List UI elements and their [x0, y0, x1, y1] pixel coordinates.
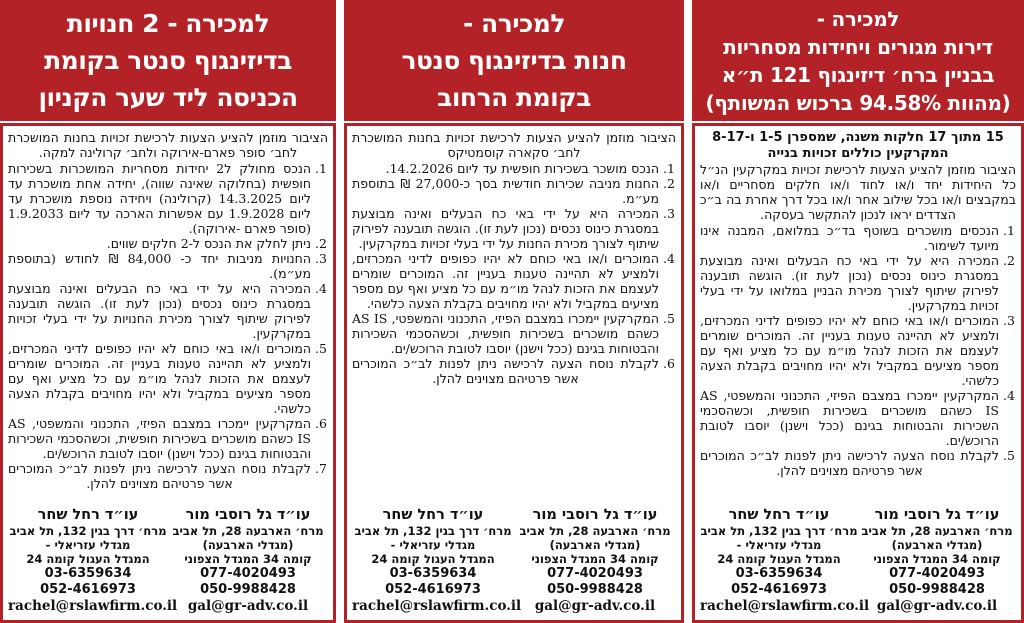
lawyer-address: קומה 34 המגדל הצפוני: [184, 552, 312, 566]
ad-terms-list: [700, 223, 1016, 478]
lawyer-phone: 03-6359634: [389, 566, 477, 581]
headline-line: למכירה - 2 חנויות: [66, 9, 270, 38]
lawyer-address: מגדלי עזריאלי -: [45, 538, 131, 552]
list-item: 4. המכירה היא על ידי באי כח הבעלים ואינה מבוצעת במסגרת כינוס נכסים (נכון לעת זו). הוגשה תובענה לפירוק שיתוף לצורך מכירת החנויות על ידי בעלי זכויות במקרקעין.: [8, 281, 311, 341]
lawyer-email: rachel@rslawfirm.co.il: [8, 598, 178, 614]
ad-body: [0, 123, 336, 623]
lawyer-address: מרח׳ דרך בגין 132, תל אביב: [9, 524, 167, 538]
list-item: 3. החנויות מניבות יחד כ- 84,000 ₪ לחודש (בתוספת מע״מ).: [8, 251, 311, 281]
ad-terms-list: [8, 161, 328, 491]
contacts-block: [352, 505, 676, 615]
headline-line: דירות מגורים ויחידות מסחריות: [723, 34, 993, 59]
lawyer-name: עו״ד גל רוסבי מור: [532, 507, 658, 523]
ad-intro-paragraph: הציבור מוזמן להציע הצעות לרכישת זכויות בחנות המושכרת לחב׳ סקארה קוסמטיקס: [352, 130, 676, 160]
lawyer-name: עו״ד רחל שחר: [37, 507, 139, 523]
lawyer-name: עו״ד גל רוסבי מור: [185, 507, 311, 523]
ad-headline: [344, 0, 684, 121]
lawyer-name: עו״ד רחל שחר: [382, 507, 484, 523]
lawyer-address: המגדל העגול קומה 24: [371, 552, 495, 566]
lawyer-phone: 050-9988428: [889, 582, 985, 597]
list-item: 2. ניתן לחלק את הנכס ל-2 חלקים שווים.: [8, 236, 311, 251]
lawyer-address: קומה 34 המגדל הצפוני: [873, 552, 1001, 566]
lawyer-address: מרח׳ דרך בגין 132, תל אביב: [700, 524, 858, 538]
lead-bold-line: 15 מתוך 17 חלקות משנה, שמספרן 1-5 ו-8-17: [712, 130, 1004, 145]
ad-body: [344, 123, 684, 623]
lawyer-email: rachel@rslawfirm.co.il: [352, 598, 522, 614]
list-item: 1. הנכס מחולק ל2 יחידות מסחריות המושכרות בשכירות חופשית (בחלוקה שאינה שווה), יחידה אחת מושכרת עד ליום 14.3.2025 (קרולינה) ויחידה נוספת מושכרת עד ליום 1.9.2028 עם אפשרות הארכה עד ליום 1.9.2033 (סופר פארם -אירוקה).: [8, 161, 311, 236]
lawyer-phone: 077-4020493: [889, 566, 985, 581]
lawyer-phone: 077-4020493: [547, 566, 643, 581]
list-item: 1. הנכסים מושכרים בשוטף בד״כ במלואם, המבנה אינו מיועד לשימור.: [700, 223, 999, 253]
lawyer-name: עו״ד רחל שחר: [728, 507, 830, 523]
ad-body: [692, 123, 1024, 623]
ad-dizengoff-121-building: [692, 0, 1024, 623]
list-item: 4. המוכרים ו/או באי כוחם לא יהיו כפופים לדיני המכרזים, ולמציע לא תהיינה טענות בעניין זה. המוכרים שומרים לעצמם את הזכות לנהל מו״מ עם כל מציע ואף עם מספר מציעים במקביל ולא יהיו מחויבים בקבלת הצעה כלשהי.: [352, 251, 659, 311]
ad-headline: [692, 0, 1024, 121]
contact-rachel-shachar: [700, 507, 870, 615]
headline-line: חנות בדיזינגוף סנטר: [401, 46, 627, 75]
lawyer-address: (מגדלי הארבעה): [202, 538, 294, 552]
headline-line: למכירה -: [462, 9, 566, 38]
contacts-block: [8, 505, 328, 615]
lawyer-email: gal@gr-adv.co.il: [876, 598, 998, 614]
list-item: 7. לקבלת נוסח הצעה לרכישה ניתן לפנות לב״כ המוכרים אשר פרטיהם מצוינים להלן.: [8, 461, 311, 491]
lead-bold-line: המקרקעין כוללים זכויות בנייה: [767, 146, 949, 161]
headline-line: בקומת הרחוב: [437, 83, 591, 112]
headline-line: בדיזינגוף סנטר בקומת: [44, 46, 292, 75]
lawyer-phone: 077-4020493: [200, 566, 296, 581]
lawyer-address: המגדל העגול קומה 24: [717, 552, 841, 566]
list-item: 2. המכירה היא על ידי באי כח הבעלים ואינה מבוצעת במסגרת כינוס נכסים (נכון לעת זו). הוגשה תובענה לפירוק שיתוף לצורך מכירת הבניין במלואו על ידי בעלי זכויות במקרקעין.: [700, 253, 999, 313]
list-item: 2. החנות מניבה שכירות חודשית בסך כ-27,000 ₪ בתוספת מע״מ.: [352, 176, 659, 206]
lawyer-phone: 03-6359634: [44, 566, 132, 581]
lawyer-address: מגדלי עזריאלי -: [736, 538, 822, 552]
lawyer-phone: 052-4616973: [385, 582, 481, 597]
list-item: 3. המכירה היא על ידי באי כח הבעלים ואינה מבוצעת במסגרת כינוס נכסים (נכון לעת זו). הוגשה תובענה לפירוק שיתוף לצורך מכירת החנות על ידי בעלי זכויות במקרקעין.: [352, 206, 659, 251]
ad-headline: [0, 0, 336, 121]
list-item: 6. לקבלת נוסח הצעה לרכישה ניתן לפנות לב״כ המוכרים אשר פרטיהם מצוינים להלן.: [352, 356, 659, 386]
lawyer-address: מרח׳ דרך בגין 132, תל אביב: [354, 524, 512, 538]
lawyer-address: מרח׳ הארבעה 28, תל אביב: [861, 524, 1013, 538]
ad-intro-paragraph: הציבור מוזמן להציע הצעות לרכישת זכויות במקרקעין הנ״ל כל היחידות יחד ו/או לחוד ו/או חלקים מסחריים ו/או במקבצים ו/או בכל שילוב אחר ו/או בכל דרך אחרת בה ב״כ הצדדים יראו לנכון להתקשר בעסקה.: [700, 162, 1016, 222]
list-item: 6. המקרקעין יימכרו במצבם הפיזי, התכנוני והמשפטי, AS IS כשהם מושכרים בשכירות חופשית, וכשהסכמי השכירות והבטוחות בגינם (ככל וישנן) יוסבו לטובת הרוכש/ים.: [8, 416, 311, 461]
contacts-block: [700, 505, 1016, 615]
ad-dizengoff-center-two-shops: [0, 0, 336, 623]
contact-gal-rosbi-mor: [514, 507, 676, 615]
lawyer-address: מרח׳ הארבעה 28, תל אביב: [519, 524, 671, 538]
contact-rachel-shachar: [352, 507, 522, 615]
ad-dizengoff-center-street-level-shop: [344, 0, 684, 623]
lawyer-address: קומה 34 המגדל הצפוני: [531, 552, 659, 566]
list-item: 3. המוכרים ו/או באי כוחם לא יהיו כפופים לדיני המכרזים, ולמציע לא תהיינה טענות בעניין זה. המוכרים שומרים לעצמם את הזכות לנהל מו״מ עם כל מציע ואף עם מספר מציעים במקביל ולא יהיו מחויבים בקבלת הצעה כלשהי.: [700, 313, 999, 388]
lawyer-address: מרח׳ הארבעה 28, תל אביב: [172, 524, 324, 538]
lawyer-address: (מגדלי הארבעה): [891, 538, 983, 552]
headline-line: בבניין ברח׳ דיזינגוף 121 ת״א: [721, 62, 995, 87]
ad-intro-paragraph: הציבור מוזמן להציע הצעות לרכישת זכויות בחנות המושכרת לחב׳ סופר פארם-אירוקה ולחב׳ קרולינה למקה.: [8, 130, 328, 160]
lawyer-address: מגדלי עזריאלי -: [390, 538, 476, 552]
lawyer-phone: 050-9988428: [547, 582, 643, 597]
list-item: 1. הנכס מושכר בשכירות חופשית עד ליום 14.2.2026.: [352, 161, 659, 176]
ad-terms-list: [352, 161, 676, 386]
list-item: 4. המקרקעין יימכרו במצבם הפיזי, התכנוני והמשפטי, AS IS כשהם מושכרים בשכירות חופשית, וכשהסכמי השכירות והבטוחות בגינם (ככל וישנן) יוסבו לטובת הרוכש/ים.: [700, 388, 999, 448]
lawyer-address: (מגדלי הארבעה): [549, 538, 641, 552]
headline-line: (מהוות 94.58% ברכוש המשותף): [705, 90, 1011, 115]
list-item: 5. המקרקעין יימכרו במצבם הפיזי, התכנוני והמשפטי, AS IS כשהם מושכרים בשכירות חופשית, וכשהסכמי השכירות והבטוחות בגינם (ככל וישנן) יוסבו לטובת הרוכש/ים.: [352, 311, 659, 356]
headline-line: הכניסה ליד שער הקניון: [38, 83, 298, 112]
contact-rachel-shachar: [8, 507, 178, 615]
list-item: 5. המוכרים ו/או באי כוחם לא יהיו כפופים לדיני המכרזים, ולמציע לא תהיינה טענות בעניין זה. המוכרים שומרים לעצמם את הזכות לנהל מו״מ עם כל מציע ואף עם מספר מציעים במקביל ולא יהיו מחויבים בקבלת הצעה כלשהי.: [8, 341, 311, 416]
lawyer-phone: 052-4616973: [40, 582, 136, 597]
headline-line: למכירה -: [816, 6, 900, 31]
lawyer-phone: 052-4616973: [731, 582, 827, 597]
lawyer-email: gal@gr-adv.co.il: [534, 598, 656, 614]
lawyer-phone: 050-9988428: [200, 582, 296, 597]
list-item: 5. לקבלת נוסח הצעה לרכישה ניתן לפנות לב״כ המוכרים אשר פרטיהם מצוינים להלן.: [700, 448, 999, 478]
lawyer-name: עו״ד גל רוסבי מור: [874, 507, 1000, 523]
lawyer-address: המגדל העגול קומה 24: [26, 552, 150, 566]
lawyer-phone: 03-6359634: [735, 566, 823, 581]
contact-gal-rosbi-mor: [858, 507, 1016, 615]
contact-gal-rosbi-mor: [168, 507, 328, 615]
lawyer-email: rachel@rslawfirm.co.il: [700, 598, 870, 614]
lawyer-email: gal@gr-adv.co.il: [187, 598, 309, 614]
